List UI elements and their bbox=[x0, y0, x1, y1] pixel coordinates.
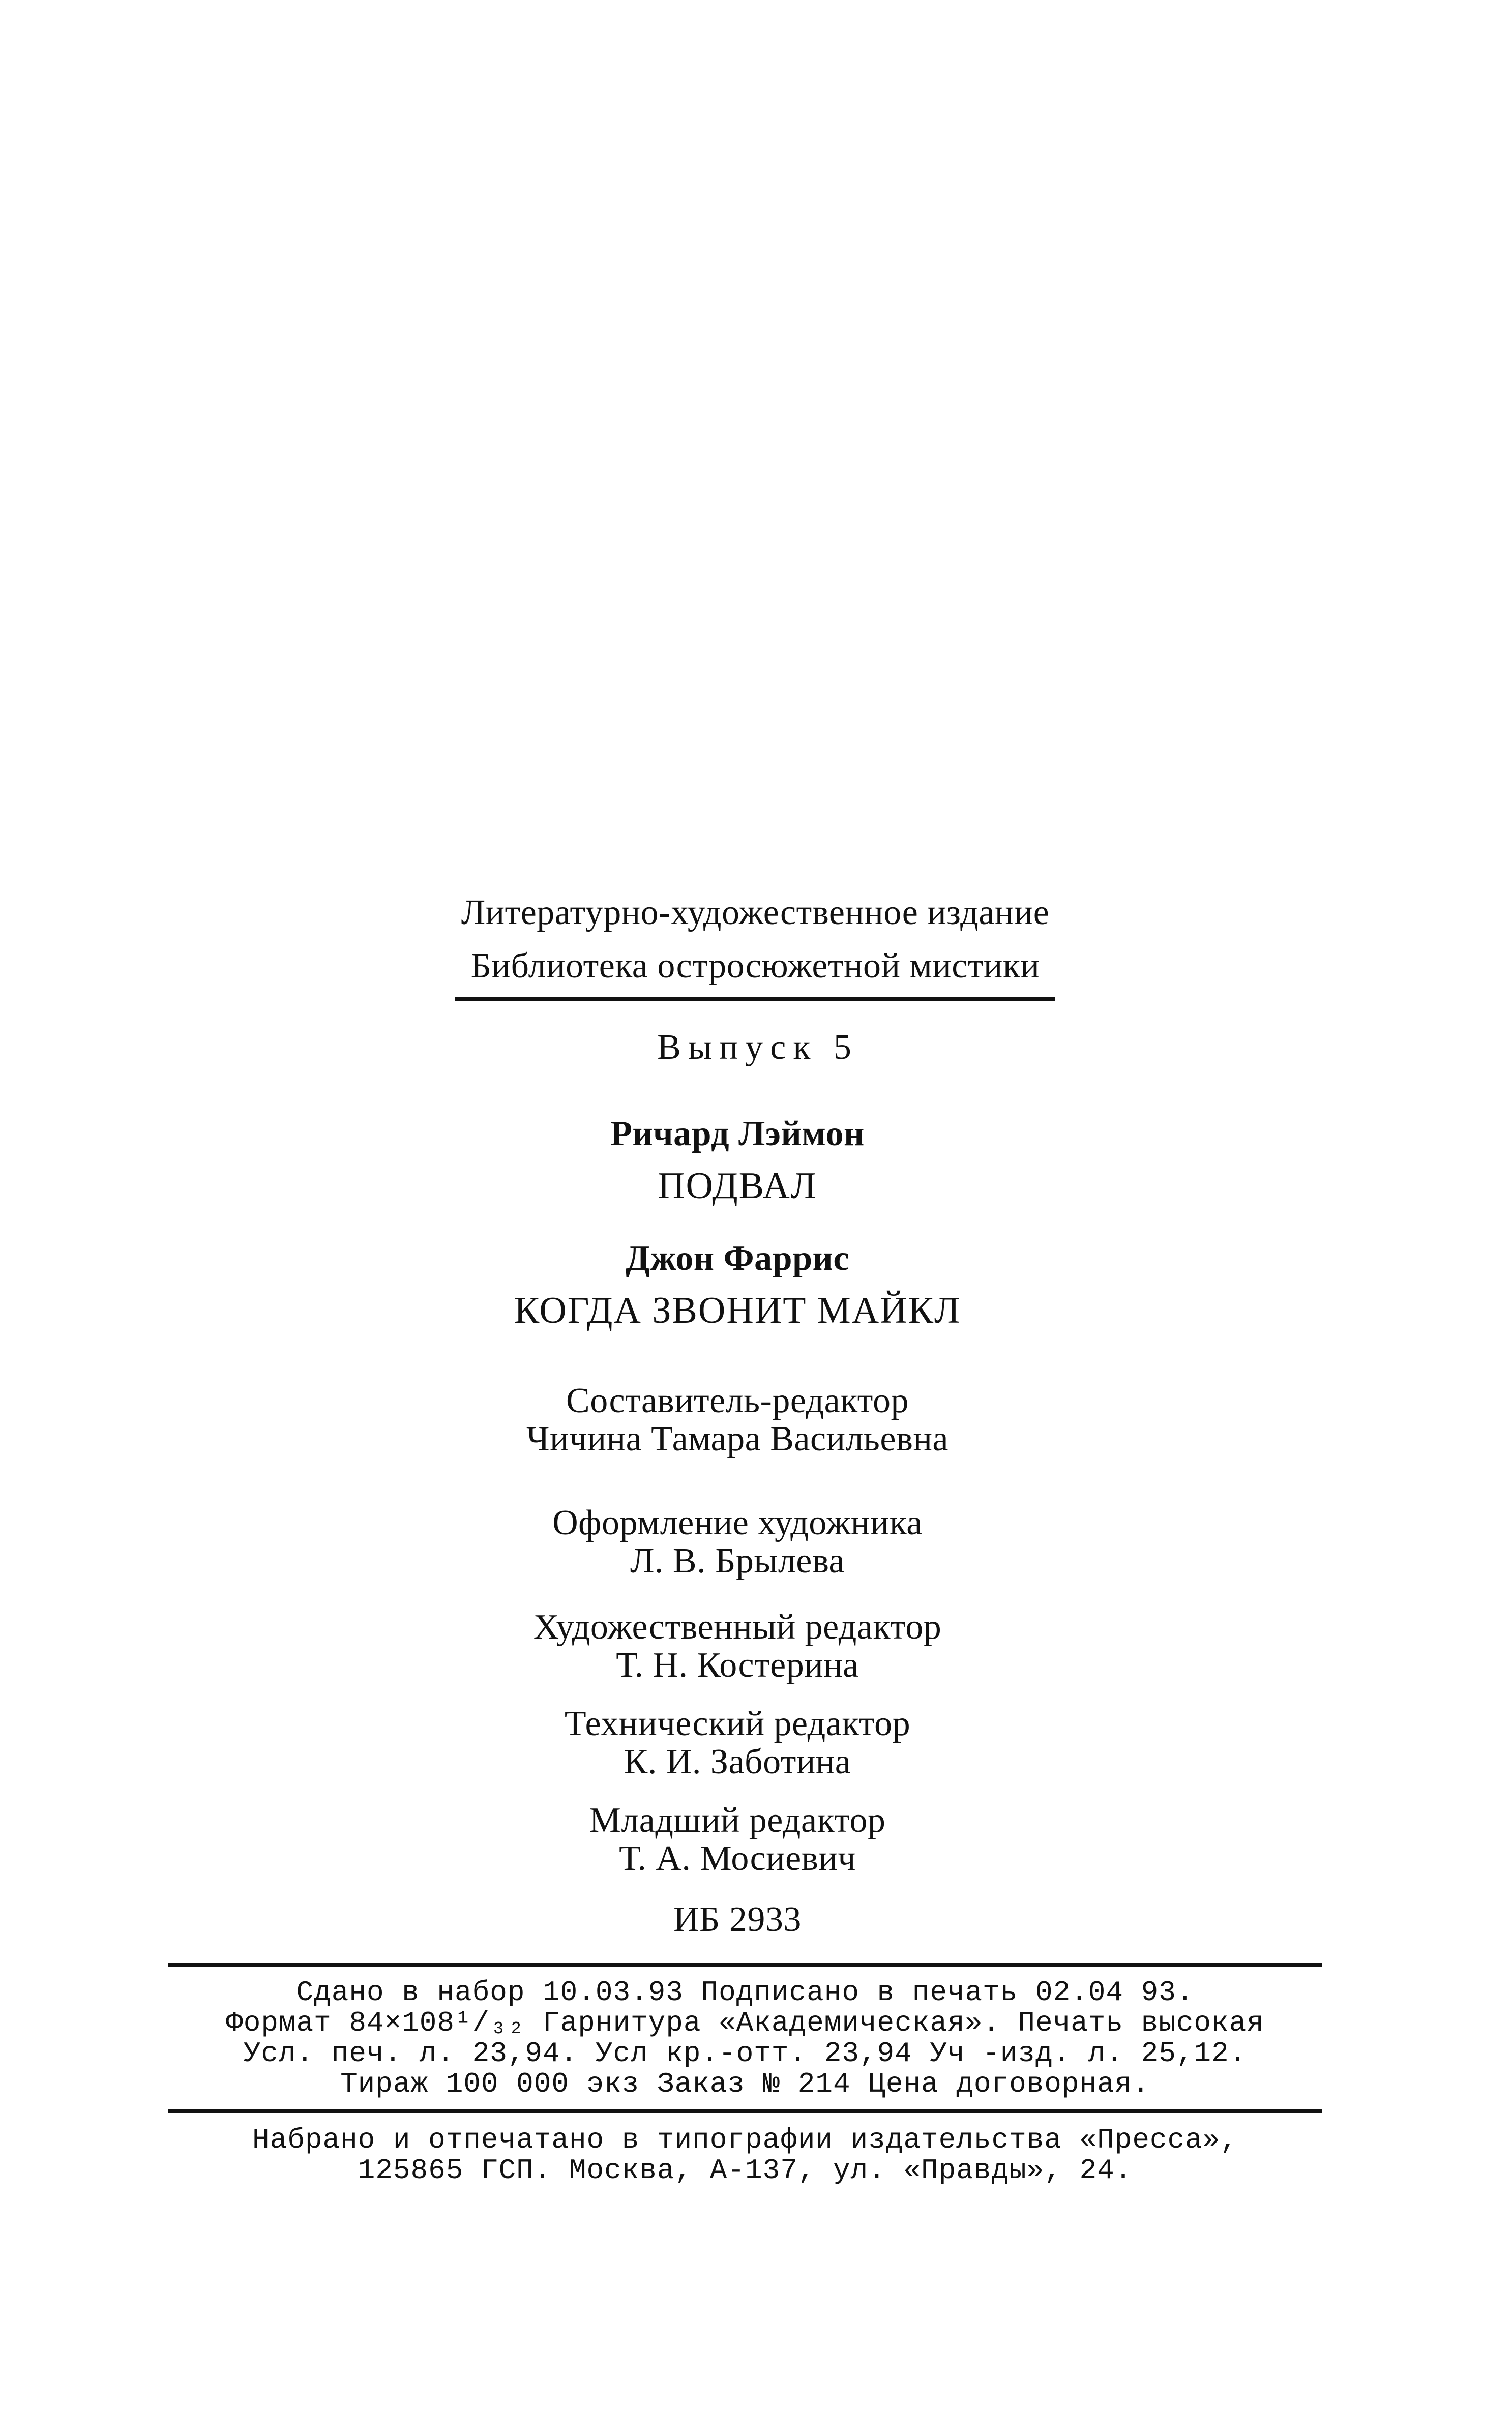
printer-line: 125865 ГСП. Москва, А-137, ул. «Правды», 24. bbox=[358, 2154, 1133, 2187]
edition-type: Литературно-художественное издание bbox=[461, 893, 1050, 932]
work-author: Джон Фаррис bbox=[626, 1239, 849, 1278]
credit-name: Чичина Тамара Васильевна bbox=[526, 1419, 948, 1459]
ib-number: ИБ 2933 bbox=[673, 1900, 802, 1939]
printer-line: Набрано и отпечатано в типографии издательства «Пресса», bbox=[252, 2124, 1238, 2156]
credit-role: Художественный редактор bbox=[533, 1608, 942, 1647]
credit-role: Технический редактор bbox=[564, 1704, 911, 1743]
credit-name: К. И. Заботина bbox=[624, 1742, 851, 1781]
credit-name: Т. Н. Костерина bbox=[616, 1646, 859, 1685]
work-title: КОГДА ЗВОНИТ МАЙКЛ bbox=[514, 1290, 961, 1331]
work-author: Ричард Лэймон bbox=[610, 1114, 865, 1153]
imprint-middle-rule bbox=[168, 2109, 1322, 2113]
work-title: ПОДВАЛ bbox=[658, 1165, 817, 1207]
imprint-line: Усл. печ. л. 23,94. Усл кр.-отт. 23,94 Уч -изд. л. 25,12. bbox=[243, 2037, 1247, 2070]
imprint-top-rule bbox=[168, 1963, 1322, 1967]
series-rule bbox=[455, 997, 1055, 1001]
imprint-line: Тираж 100 000 экз Заказ № 214 Цена договорная. bbox=[340, 2068, 1150, 2100]
issue-number: Выпуск 5 bbox=[657, 1028, 858, 1067]
credit-name: Л. В. Брылева bbox=[630, 1541, 845, 1581]
credit-role: Младший редактор bbox=[589, 1801, 886, 1840]
credit-role: Составитель-редактор bbox=[566, 1381, 909, 1420]
credit-name: Т. А. Мосиевич bbox=[619, 1839, 856, 1878]
library-name: Библиотека остросюжетной мистики bbox=[470, 946, 1040, 986]
imprint-line: Формат 84×108¹/₃₂ Гарнитура «Академическая». Печать высокая bbox=[226, 2007, 1264, 2039]
credit-role: Оформление художника bbox=[552, 1503, 923, 1542]
imprint-line: Сдано в набор 10.03.93 Подписано в печать 02.04 93. bbox=[296, 1976, 1194, 2009]
